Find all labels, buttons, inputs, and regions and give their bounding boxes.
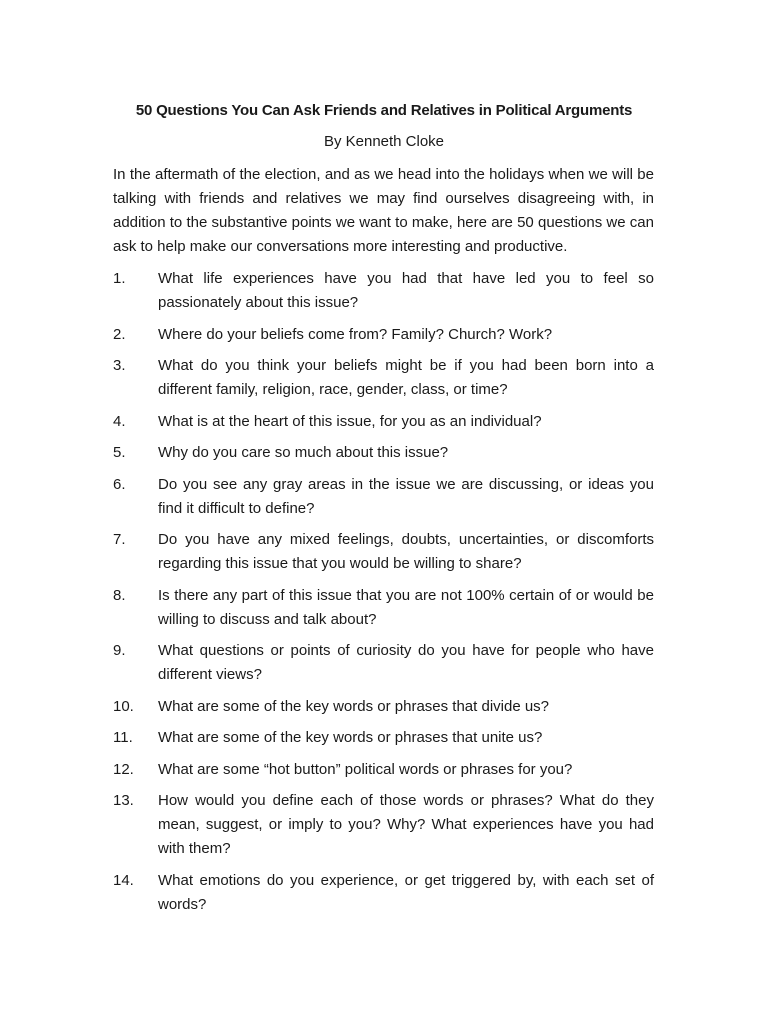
list-item xyxy=(113,473,654,521)
list-item-text: Is there any part of this issue that you are not 100% certain of or would be willing to discuss and talk about? xyxy=(158,586,654,628)
list-item-number: 9. xyxy=(113,642,126,659)
list-item xyxy=(113,726,654,750)
list-item xyxy=(113,323,654,347)
list-item-number: 14. xyxy=(113,871,134,889)
list-item xyxy=(113,789,654,861)
list-item-number: 2. xyxy=(113,325,126,343)
list-item-number: 4. xyxy=(113,412,126,430)
list-item xyxy=(113,267,654,315)
list-item xyxy=(113,758,654,782)
list-item xyxy=(113,354,654,402)
list-item-number: 12. xyxy=(113,760,134,778)
list-item-text: What is at the heart of this issue, for you as an individual? xyxy=(158,412,542,430)
list-item-number: 3. xyxy=(113,357,126,374)
intro-paragraph: In the aftermath of the election, and as we head into the holidays when we will be talking with friends and relatives we may find ourselves disagreeing with, in addition to the substantive points we want to make, here are 50 questions we can ask to help make our conversations more interesting and productive. xyxy=(113,166,654,255)
list-item-text: What questions or points of curiosity do you have for people who have different views? xyxy=(158,642,654,683)
list-item-text: What do you think your beliefs might be if you had been born into a different family, religion, race, gender, class, or time? xyxy=(158,357,654,398)
document-author: By Kenneth Cloke xyxy=(323,133,445,150)
list-item-text: How would you define each of those words or phrases? What do they mean, suggest, or imply to you? Why? What experiences have you had with them? xyxy=(158,792,654,857)
list-item-text: What life experiences have you had that have led you to feel so passionately about this issue? xyxy=(158,270,654,311)
document-title: 50 Questions You Can Ask Friends and Relatives in Political Arguments xyxy=(135,102,633,119)
list-item-number: 7. xyxy=(113,531,126,548)
list-item-number: 8. xyxy=(113,586,126,604)
list-item-number: 6. xyxy=(113,475,126,493)
list-item-number: 13. xyxy=(113,792,134,809)
list-item-text: Where do your beliefs come from? Family? Church? Work? xyxy=(158,325,553,343)
list-item-text: What are some of the key words or phrases that unite us? xyxy=(158,729,543,746)
list-item-number: 10. xyxy=(113,697,134,715)
list-item xyxy=(113,528,654,576)
list-item-text: Do you have any mixed feelings, doubts, uncertainties, or discomforts regarding this issue that you would be willing to share? xyxy=(158,531,654,572)
list-item-text: What are some of the key words or phrases that divide us? xyxy=(158,697,550,715)
question-list xyxy=(113,267,654,924)
list-item xyxy=(113,410,654,434)
list-item-text: What emotions do you experience, or get triggered by, with each set of words? xyxy=(158,871,654,913)
list-item-text: What are some “hot button” political words or phrases for you? xyxy=(158,760,573,778)
list-item xyxy=(113,869,654,917)
list-item-number: 11. xyxy=(113,729,133,746)
list-item xyxy=(113,695,654,719)
list-item xyxy=(113,441,654,465)
list-item-text: Why do you care so much about this issue? xyxy=(158,444,449,461)
list-item-text: Do you see any gray areas in the issue we are discussing, or ideas you find it difficult to define? xyxy=(158,475,654,517)
list-item-number: 5. xyxy=(113,444,126,461)
list-item xyxy=(113,584,654,632)
list-item-number: 1. xyxy=(113,270,126,287)
list-item xyxy=(113,639,654,687)
